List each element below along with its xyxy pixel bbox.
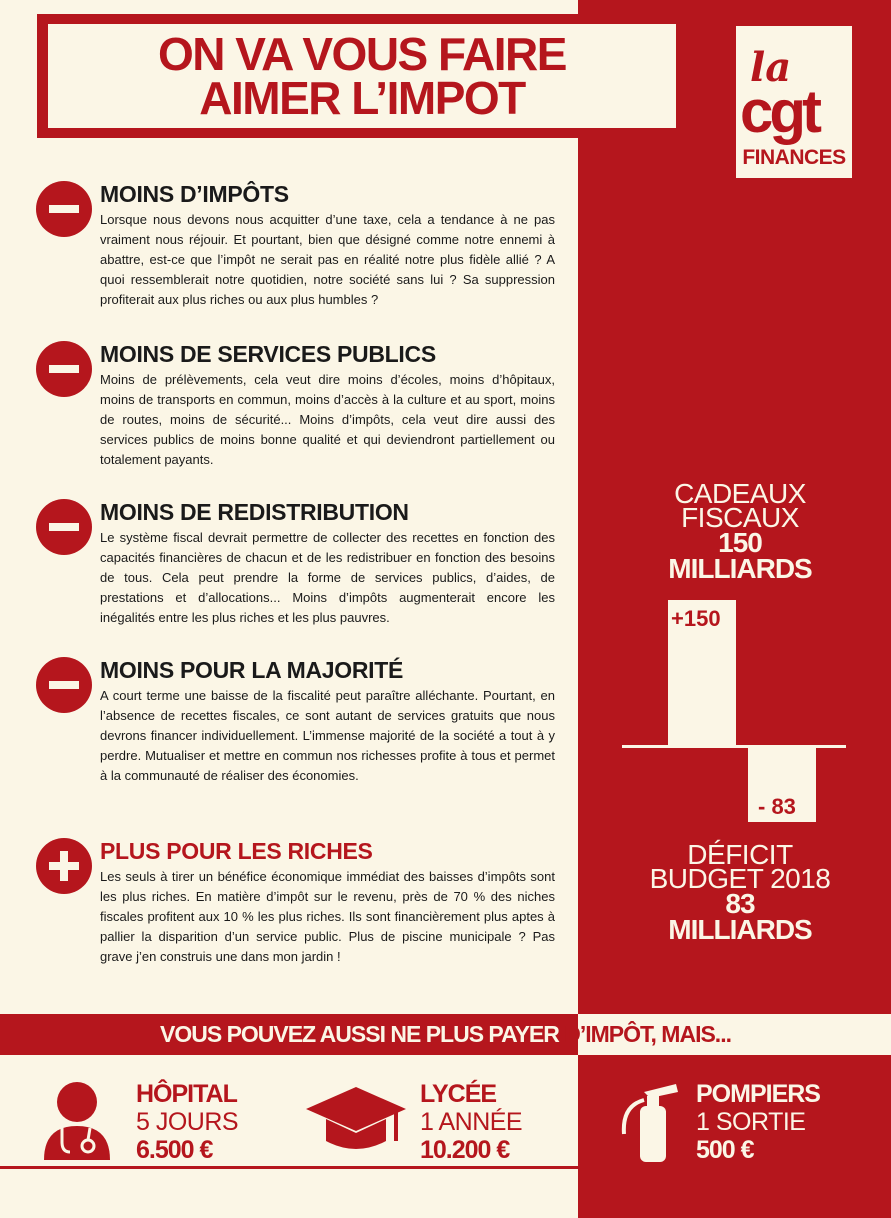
minus-circle-icon: [36, 181, 92, 237]
section-title: MOINS DE SERVICES PUBLICS: [100, 341, 436, 367]
plus-circle-icon: [36, 838, 92, 894]
section-title: PLUS POUR LES RICHES: [100, 838, 373, 864]
item-lycee: [420, 1080, 522, 1164]
stat-label: FISCAUX: [681, 502, 799, 533]
minus-circle-icon: [36, 499, 92, 555]
bottom-strip: [0, 1166, 578, 1169]
item-subtitle: 1 ANNÉE: [420, 1108, 523, 1136]
title-line-1: ON VA VOUS FAIRE: [158, 28, 566, 80]
item-subtitle: 1 SORTIE: [696, 1108, 806, 1136]
item-price: 10.200 €: [420, 1136, 510, 1164]
banner-text-part1: VOUS POUVEZ AUSSI NE PLUS PAYER: [160, 1021, 565, 1047]
stat-value: 150: [718, 527, 762, 558]
stat-label: BUDGET 2018: [649, 863, 831, 894]
title-line-2: AIMER L’IMPOT: [199, 72, 525, 124]
stat-deficit: [620, 839, 860, 945]
item-subtitle: 5 JOURS: [136, 1108, 239, 1136]
bar-negative-label: - 83: [758, 794, 796, 819]
stat-label: DÉFICIT: [687, 839, 793, 870]
fire-extinguisher-icon: [614, 1080, 690, 1164]
stat-cadeaux-fiscaux: [620, 478, 860, 584]
item-title: HÔPITAL: [136, 1080, 237, 1108]
minus-circle-icon: [36, 657, 92, 713]
stat-label: CADEAUX: [674, 478, 806, 509]
cgt-logo: [736, 26, 852, 178]
section-body: A court terme une baisse de la fiscalité peut paraître alléchante. Pourtant, en l’absence de recettes fiscales, ce sont autant de services gratuits que nous devrons financer individuellement. L’immense majorité de la société a tout à y perdre. Mutualiser et mettre en commun nos richesses profite à tous et permet à la communauté de réaliser des économies.: [100, 688, 555, 783]
page-title: [48, 24, 676, 128]
section-body: Le système fiscal devrait permettre de collecter des recettes en fonction des capacités financières de chacun et de les redistribuer en fonction des besoins de tous. Cela peut prendre la forme de services publics, d’aides, de prestations et d’allocations... Moins d’impôts augmenterait encore les inégalités entre les plus riches et les plus pauvres.: [100, 530, 555, 625]
bar-positive-label: +150: [671, 606, 721, 631]
item-title: POMPIERS: [696, 1080, 820, 1108]
section-title: MOINS POUR LA MAJORITÉ: [100, 657, 404, 683]
section-title: MOINS D’IMPÔTS: [100, 181, 289, 207]
section-body: Les seuls à tirer un bénéfice économique immédiat des baisses d’impôts sont les plus riches. En matière d’impôt sur le revenu, près de 70 % des niches fiscales profitent aux 10 % les plus riches. Ils sont financièrement plus aptes à pallier la disparition d’un service public. Plus de piscine municipale ? Pas grave j’en construis une dans mon jardin !: [100, 869, 555, 964]
banner-text-part2: D’IMPÔT, MAIS...: [564, 1021, 731, 1047]
section-body: Moins de prélèvements, cela veut dire moins d’écoles, moins d’hôpitaux, moins de transports en commun, moins d’accès à la culture et au sport, moins de routes, moins de sécurité... Moins d’impôts, cela veut dire aussi des services publics de moins bonne qualité et qui deviendront partiellement ou totalement payants.: [100, 372, 555, 467]
item-price: 6.500 €: [136, 1136, 213, 1164]
stat-unit: MILLIARDS: [668, 553, 812, 584]
banner-text: [0, 1014, 891, 1055]
logo-finances: FINANCES: [742, 146, 846, 169]
item-title: LYCÉE: [420, 1080, 497, 1108]
item-hopital: [136, 1080, 238, 1164]
graduation-cap-icon: [304, 1085, 408, 1157]
item-pompiers: [696, 1080, 820, 1164]
minus-circle-icon: [36, 341, 92, 397]
logo-la: la: [750, 44, 792, 91]
logo-cgt: cgt: [740, 78, 818, 145]
item-price: 500 €: [696, 1136, 754, 1164]
section-title: MOINS DE REDISTRIBUTION: [100, 499, 409, 525]
section-body: Lorsque nous devons nous acquitter d’une taxe, cela a tendance à ne pas vraiment nous réjouir. Et pourtant, bien que désigné comme notre ennemi à abattre, est-ce que l’impôt ne serait pas en réalité notre plus fidèle allié ? A quoi ressemblerait notre quotidien, notre société sans lui ? Sa suppression profiterait aux plus riches ou aux plus humbles ?: [100, 212, 555, 307]
doctor-icon: [40, 1080, 114, 1160]
stat-value: 83: [725, 888, 755, 919]
stat-unit: MILLIARDS: [668, 914, 812, 945]
